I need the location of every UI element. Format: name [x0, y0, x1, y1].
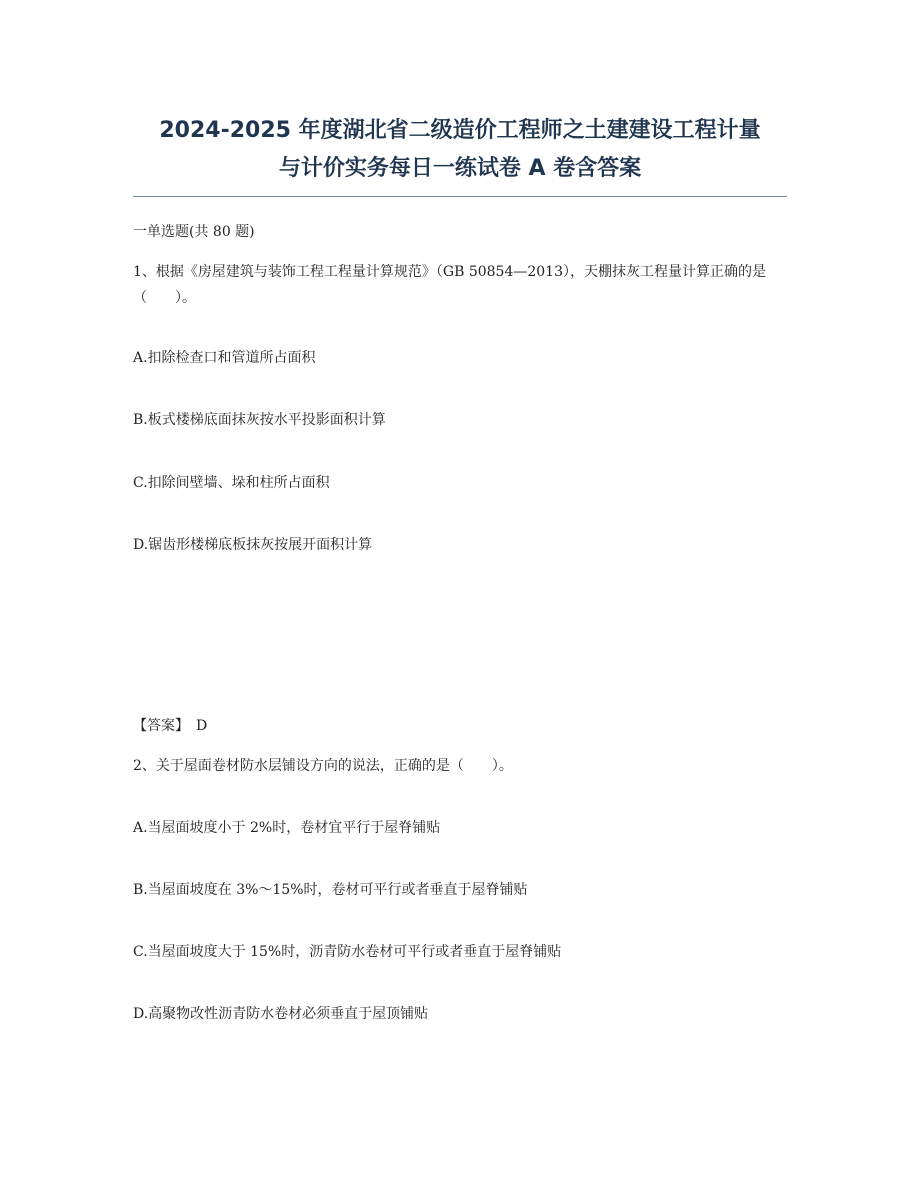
question-2-option-c: C.当屋面坡度大于 15%时，沥青防水卷材可平行或者垂直于屋脊铺贴	[133, 944, 562, 960]
question-1-stem: 1、根据《房屋建筑与装饰工程工程量计算规范》（GB 50854—2013），天棚抹灰工程量计算正确的是（ ）。	[133, 264, 766, 306]
question-1-option-c: C.扣除间壁墙、垛和柱所占面积	[133, 475, 330, 491]
question-2-option-b: B.当屋面坡度在 3%～15%时，卷材可平行或者垂直于屋脊铺贴	[133, 882, 528, 898]
document-title	[100, 112, 820, 188]
question-2-option-d: D.高聚物改性沥青防水卷材必须垂直于屋顶铺贴	[133, 1006, 429, 1022]
title-divider	[133, 196, 787, 197]
title-line-2: 与计价实务每日一练试卷 A 卷含答案	[278, 156, 642, 181]
question-1-option-a: A.扣除检查口和管道所占面积	[133, 350, 316, 366]
question-1-answer: 【答案】 D	[133, 718, 208, 734]
title-line-1: 2024-2025 年度湖北省二级造价工程师之土建建设工程计量	[159, 118, 761, 143]
question-1-option-d: D.锯齿形楼梯底板抹灰按展开面积计算	[133, 537, 373, 553]
question-2-option-a: A.当屋面坡度小于 2%时，卷材宜平行于屋脊铺贴	[133, 820, 441, 836]
section-heading: 一单选题(共 80 题)	[133, 224, 255, 240]
question-1-option-b: B.板式楼梯底面抹灰按水平投影面积计算	[133, 412, 386, 428]
question-2-stem: 2、关于屋面卷材防水层铺设方向的说法，正确的是（ ）。	[133, 758, 513, 774]
